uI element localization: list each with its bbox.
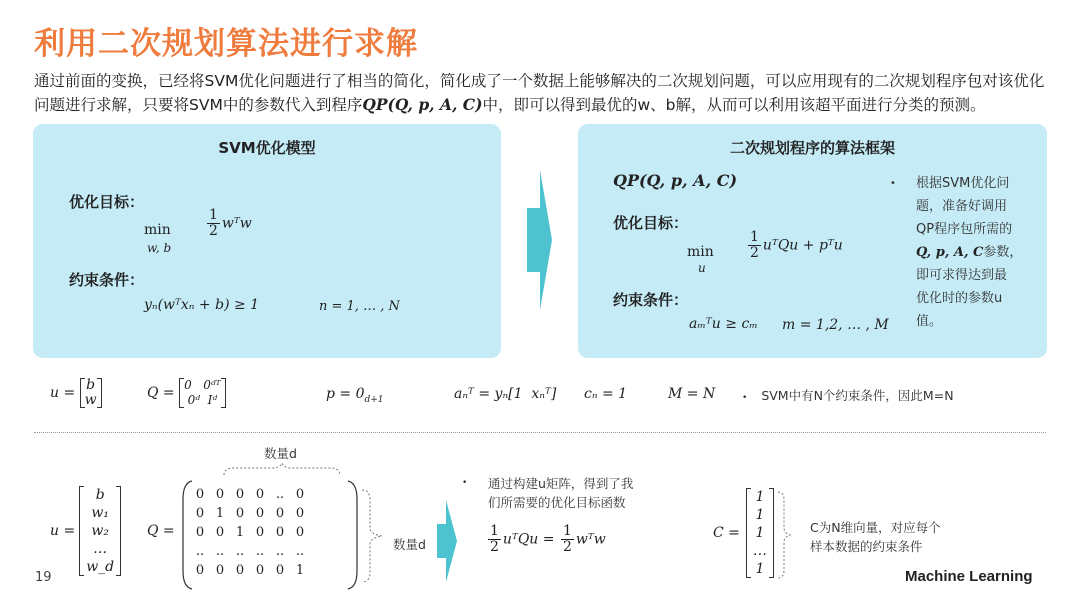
u-expanded-vector: b w₁ w₂ … w_d (79, 486, 121, 576)
qp-constraint-range: m = 1,2, … , M (782, 317, 889, 333)
bullet-dot-icon: • (742, 393, 748, 403)
u-expanded-definition: u = b w₁ w₂ … w_d (50, 486, 121, 576)
qp-objective-label: 优化目标： (613, 214, 689, 232)
u-vector: b w (80, 378, 102, 408)
right-arrow-icon (524, 170, 554, 310)
qp-min-variable: u (698, 261, 706, 275)
Q-lhs: Q = (147, 523, 175, 539)
page-title: 利用二次规划算法进行求解 (34, 26, 418, 62)
qp-framework-panel-title: 二次规划程序的算法框架 (729, 139, 895, 157)
qp-objective-fraction: $\frac{1}{2}$ (750, 229, 759, 261)
svm-constraint-expression: yₙ(wᵀxₙ + b) ≥ 1 (144, 297, 260, 313)
Q-block-matrix: 0 0ᵈᵀ 0ᵈ Iᵈ (179, 378, 226, 408)
Q-right-bracket (346, 479, 360, 591)
qp-objective-expression: $\frac{1}{2}$ uᵀQu + pᵀu (750, 229, 843, 261)
qp-framework-panel (578, 124, 1047, 358)
svm-model-panel-title: SVM优化模型 (218, 139, 316, 157)
C-note: C为N维向量，对应每个 样本数据的约束条件 (810, 520, 941, 554)
right-arrow-icon (435, 500, 459, 582)
qp-constraint-label: 约束条件： (613, 291, 689, 309)
matrix-row: 0 0 0 0 .. 0 (195, 487, 305, 502)
Q-expanded-matrix (190, 485, 310, 580)
objective-result-expression: $\frac{1}{2}$ uᵀQu = $\frac{1}{2}$ wᵀw (490, 523, 606, 555)
qp-signature: QP(Q, p, A, C) (613, 171, 738, 190)
a-definition: aₙᵀ = yₙ[1 xₙᵀ] (454, 386, 557, 402)
section-divider (34, 432, 1046, 433)
intro-text-part1: 通过前面的变换，已经将SVM优化问题进行了相当的简化，简化成了一个数据上能够解决的二次规划问题，可以应用现有的二次规划程序包对该优化问题进行求解，只要将SVM中的参数代入到程序 (34, 72, 1045, 114)
qp-constraint-expression: aₘᵀu ≥ cₘ (689, 316, 758, 332)
qp-bullet-note: • 根据SVM优化问 题，准备好调用 QP程序包所需的 Q, p, A, C参数， 即可求得达到最 优化时的参数u 值。 (890, 172, 1040, 333)
svm-min-operator: min (144, 222, 171, 238)
bullet-dot-icon: • (890, 178, 896, 189)
top-brace-icon (222, 462, 342, 476)
qp-min-operator: min (687, 244, 714, 260)
svm-model-panel (33, 124, 501, 358)
svm-constraint-label: 约束条件： (69, 271, 145, 289)
u-matrix-bullet-note: • 通过构建u矩阵，得到了我 们所需要的优化目标函数 (462, 476, 634, 510)
Q-row-count-label: 数量d (393, 537, 426, 552)
Q-column-count-label: 数量d (264, 446, 297, 461)
bullet-dot-icon: • (462, 478, 468, 488)
C-side-brace-icon (776, 490, 792, 580)
svm-constraint-range: n = 1, … , N (319, 299, 400, 314)
intro-qp-call: QP(Q, p, A, C) (362, 95, 483, 114)
svm-objective-expression: $\frac{1}{2}$ wᵀw (209, 207, 252, 239)
page-number: 19 (35, 570, 52, 585)
svm-objective-fraction: $\frac{1}{2}$ (209, 207, 218, 239)
brand-label: Machine Learning (905, 568, 1033, 585)
M-definition: M = N (668, 386, 716, 402)
Q-definition: Q = 0 0ᵈᵀ 0ᵈ Iᵈ (147, 378, 226, 408)
matrix-row: .. .. .. .. .. .. (195, 544, 305, 559)
u-definition: u = b w (50, 378, 102, 408)
matrix-row: 0 0 1 0 0 0 (195, 525, 305, 540)
p-definition: $p = 0_{d+1}$ (326, 386, 384, 405)
C-vector: 1 1 1 … 1 (746, 488, 774, 578)
svm-objective-label: 优化目标： (69, 193, 145, 211)
c-definition: cₙ = 1 (584, 386, 628, 402)
matrix-row: 0 1 0 0 0 0 (195, 506, 305, 521)
side-brace-icon (360, 486, 386, 586)
constraint-count-note: • SVM中有N个约束条件，因此M=N (742, 388, 954, 403)
intro-text-part2: 中，即可以得到最优的w、b解，从而可以利用该超平面进行分类的预测。 (482, 96, 986, 114)
C-definition: C = 1 1 1 … 1 (713, 488, 774, 578)
matrix-row: 0 0 0 0 0 1 (195, 563, 305, 578)
svm-min-variables: w, b (147, 241, 172, 255)
intro-paragraph (34, 70, 1049, 117)
